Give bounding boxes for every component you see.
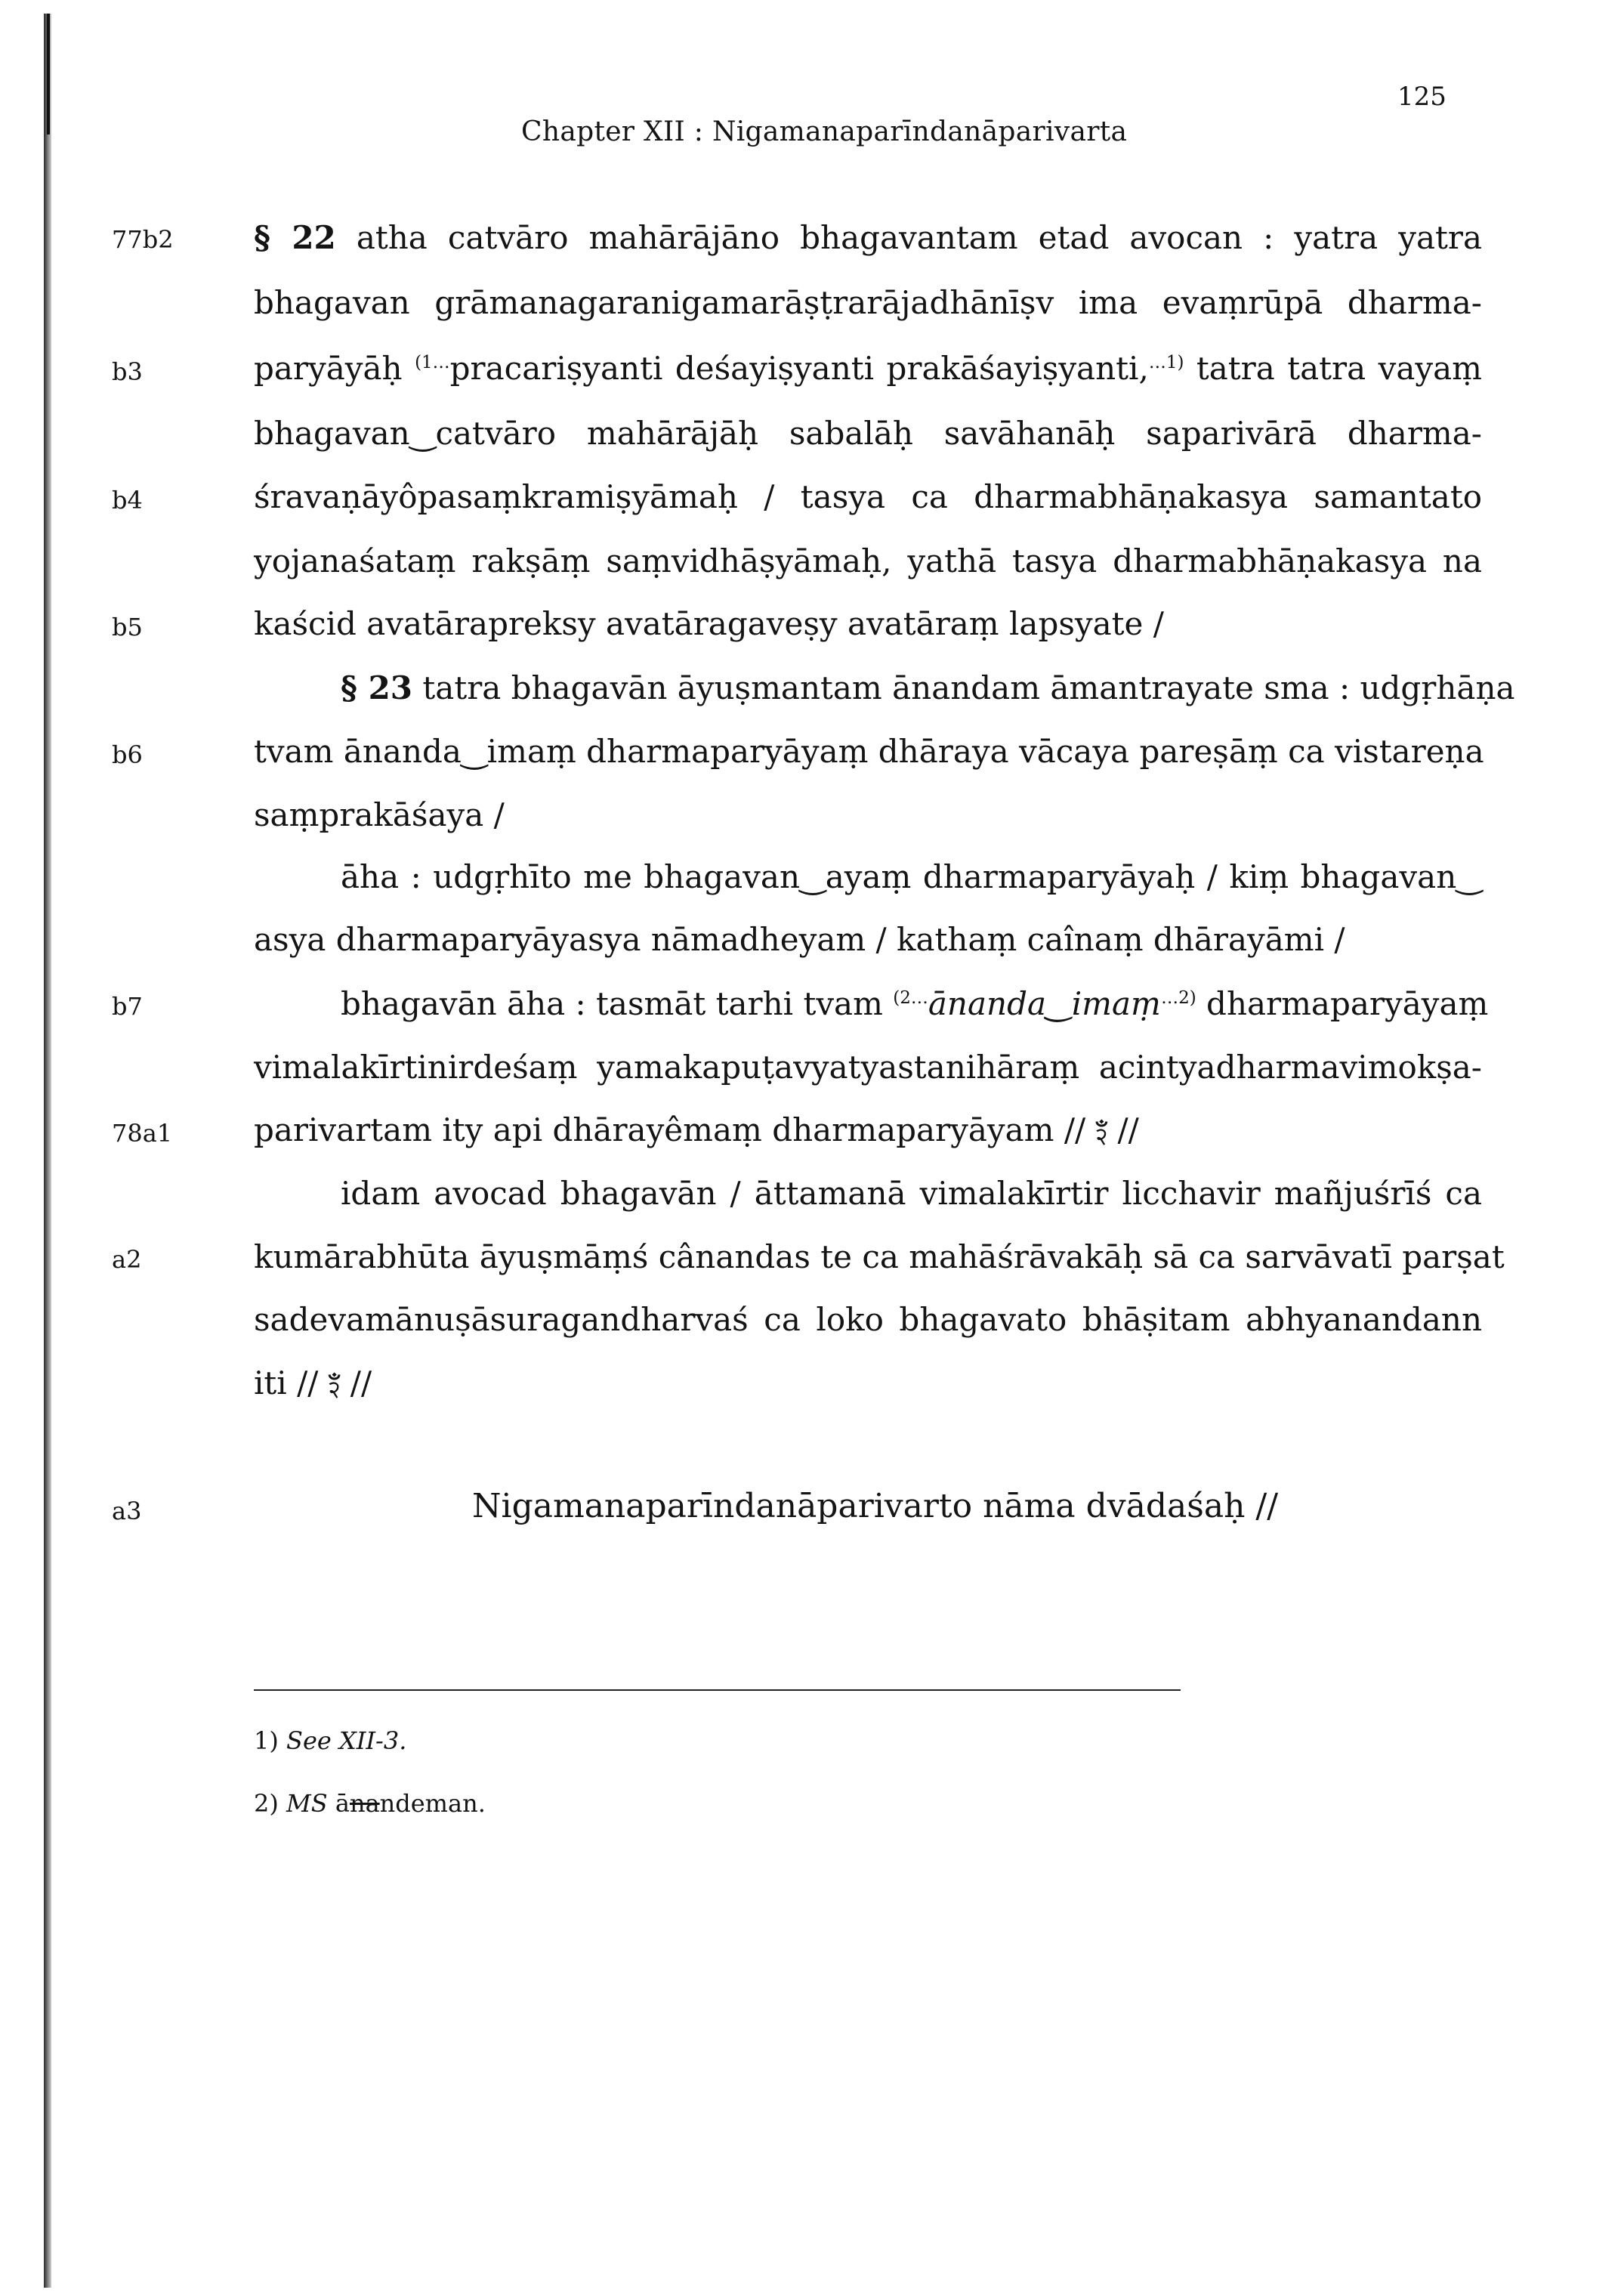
text-line-1: § 22 atha catvāro mahārājāno bhagavantam etad avocan : yatra yatra — [254, 219, 1482, 256]
margin-ref: 77b2 — [112, 225, 174, 254]
margin-ref: a3 — [112, 1497, 142, 1525]
text-line-14: vimalakīrtinirdeśaṃ yamakapuṭavyatyastanihāraṃ acintyadharmavimokṣa- — [254, 1049, 1482, 1086]
running-head: Chapter XII : Nigamanaparīndanāparivarta — [521, 116, 1128, 147]
margin-ref: 78a1 — [112, 1119, 173, 1148]
section-mark-22: § 22 — [254, 219, 336, 256]
footnote-ref-open-2: (2… — [893, 988, 928, 1008]
section-mark-23: § 23 — [341, 669, 413, 706]
footnote-ref-close-1: …1) — [1148, 353, 1184, 372]
text-line-12: asya dharmaparyāyasya nāmadheyam / kathaṃ caînaṃ dhārayāmi / — [254, 921, 1345, 958]
footnote-2: 2) MS ānandeman. — [254, 1789, 486, 1818]
text-line-11: āha : udgṛhīto me bhagavan‿ayaṃ dharmaparyāyaḥ / kiṃ bhagavan‿ — [341, 858, 1482, 895]
margin-ref: b5 — [112, 613, 143, 641]
text-line-17: kumārabhūta āyuṣmāṃś cânandas te ca mahāśrāvakāḥ sā ca sarvāvatī parṣat — [254, 1238, 1505, 1275]
text-line-2: bhagavan grāmanagaranigamarāṣṭrarājadhānīṣv ima evaṃrūpā dharma- — [254, 284, 1482, 321]
footnote-1: 1) See XII-3. — [254, 1726, 407, 1755]
scan-edge-mark — [47, 14, 50, 134]
text-line-9: tvam ānanda‿imaṃ dharmaparyāyaṃ dhāraya vācaya pareṣāṃ ca vistareṇa — [254, 733, 1484, 770]
footnote-number: 1) — [254, 1726, 279, 1755]
footnote-ref-close-2: …2) — [1161, 988, 1196, 1008]
text-line-8: § 23 tatra bhagavān āyuṣmantam ānandam āmantrayate sma : udgṛhāṇa — [341, 669, 1515, 706]
footnote-rule — [254, 1689, 1181, 1691]
text-line-5: śravaṇāyôpasaṃkramiṣyāmaḥ / tasya ca dharmabhāṇakasya samantato — [254, 478, 1482, 515]
text-line-4: bhagavan‿catvāro mahārājāḥ sabalāḥ savāhanāḥ saparivārā dharma- — [254, 415, 1482, 452]
text-line-3: paryāyāḥ $^{(1\dots}$pracariṣyanti deśayiṣyanti prakāśayiṣyanti,$^{\dots 1)}$ tatra tatra vayaṃ — [254, 350, 1482, 387]
text-line-18: sadevamānuṣāsuragandharvaś ca loko bhagavato bhāṣitam abhyanandann — [254, 1301, 1482, 1338]
margin-ref: b4 — [112, 486, 143, 515]
text-line-16: idam avocad bhagavān / āttamanā vimalakīrtir licchavir mañjuśrīś ca — [341, 1175, 1482, 1212]
text-line-15: parivartam ity api dhārayêmaṃ dharmaparyāyam // ꣵ // — [254, 1111, 1139, 1148]
scan-edge — [44, 14, 51, 2288]
margin-ref: b7 — [112, 992, 143, 1021]
chapter-colophon: Nigamanaparīndanāparivarto nāma dvādaśaḥ // — [472, 1487, 1279, 1525]
struck-text: na — [349, 1789, 380, 1818]
text-line-19: iti // ꣵ // — [254, 1364, 372, 1401]
text-line-10: saṃprakāśaya / — [254, 796, 505, 833]
page-number: 125 — [1397, 82, 1446, 112]
margin-ref: b3 — [112, 357, 143, 386]
footnote-number: 2) — [254, 1789, 279, 1818]
footnote-ref-open-1: (1… — [415, 353, 450, 372]
margin-ref: a2 — [112, 1245, 142, 1274]
margin-ref: b6 — [112, 740, 143, 769]
text-line-7: kaścid avatārapreksy avatāragaveṣy avatāraṃ lapsyate / — [254, 605, 1164, 642]
text-line-13: bhagavān āha : tasmāt tarhi tvam $^{(2\dots}$ānanda‿imaṃ$^{\dots 2)}$ dharmaparyāyaṃ — [341, 985, 1489, 1022]
text-line-6: yojanaśataṃ rakṣāṃ saṃvidhāṣyāmaḥ, yathā tasya dharmabhāṇakasya na — [254, 542, 1482, 579]
